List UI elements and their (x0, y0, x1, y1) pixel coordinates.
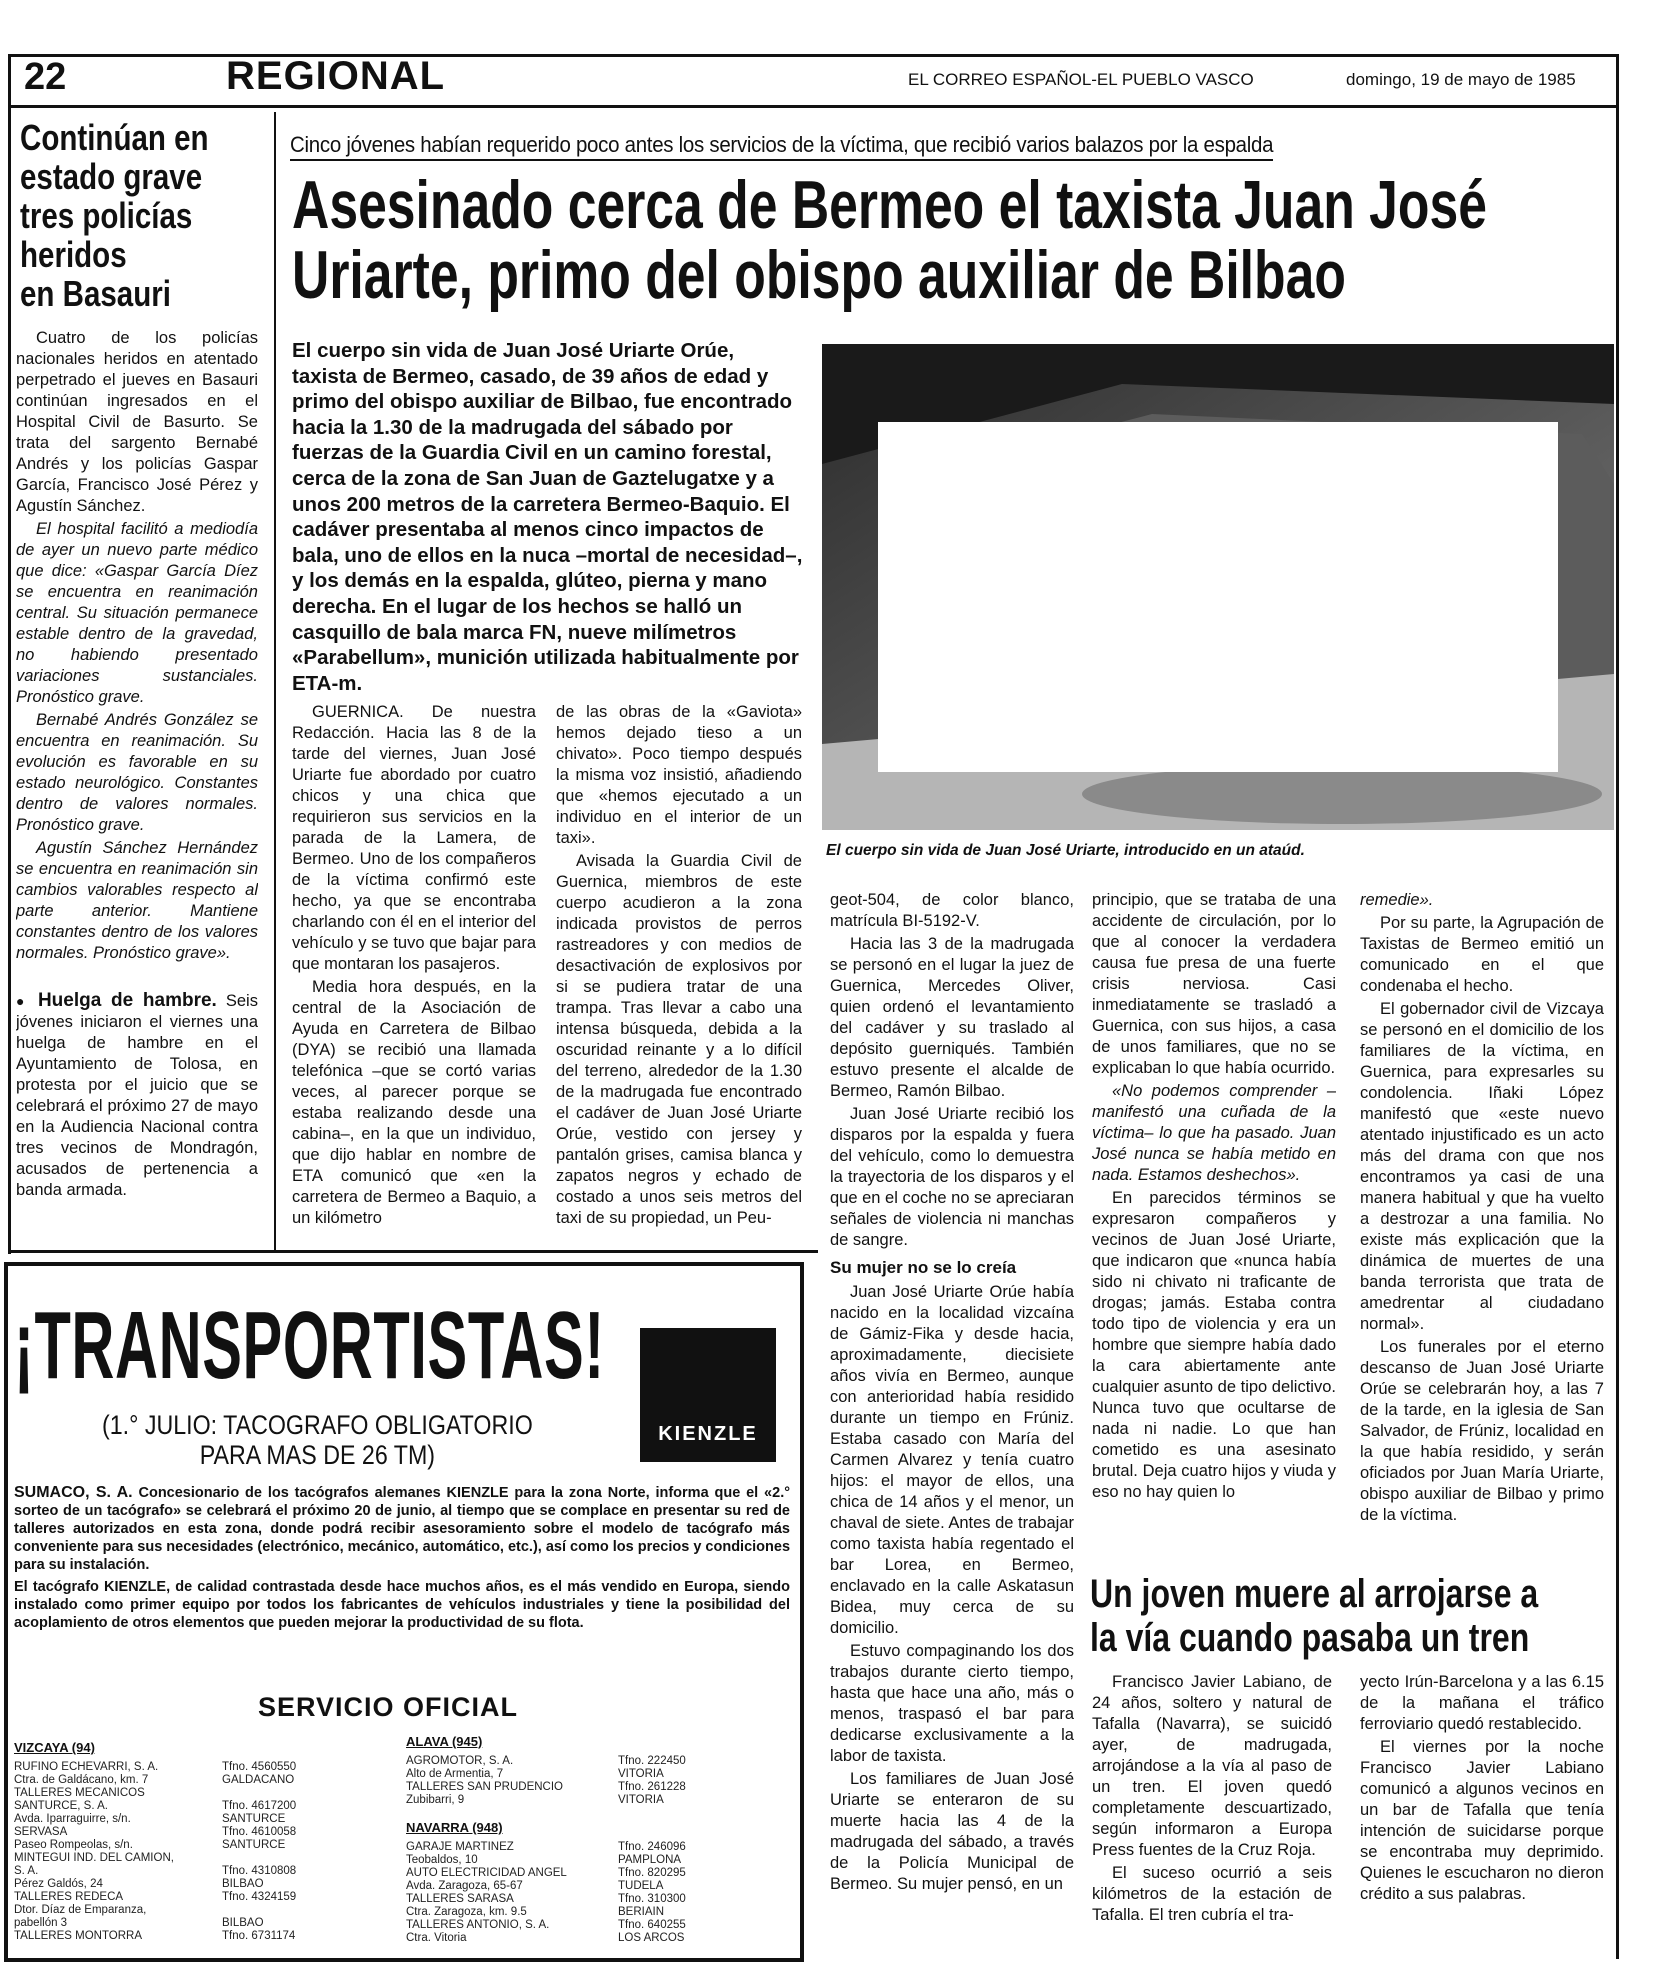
train-headline-line: la vía cuando pasaba un tren (1090, 1616, 1530, 1660)
paragraph: «No podemos comprender –manifestó una cuñada de la víctima– lo que ha pasado. Juan José nunca se había metido en nada. Estamos deshechos». (1092, 1082, 1336, 1184)
list-line: SANTURCE (222, 1813, 286, 1825)
ad-company: SUMACO, S. A. (14, 1484, 133, 1501)
list-line: BILBAO (222, 1878, 264, 1890)
service-title: SERVICIO OFICIAL (258, 1692, 519, 1722)
paragraph: El viernes por la noche Francisco Javier Labiano comunicó a algunos vecinos en un bar de Tafalla que tenía intención de suicidarse porque se encontraba muy deprimido. Quienes le escucharon no dieron crédito a sus palabras. (1360, 1738, 1604, 1903)
list-line (222, 1787, 322, 1800)
ad-paragraph-1: Concesionario de los tacógrafos alemanes KIENZLE para la zona Norte, informa que el «2.° sorteo de un tacógrafo» se celebrará el próximo 20 de junio, al tiempo que se complace en presentar su red de talleres autorizados en esta zona, donde podrá recibir asesoramiento sobre el modelo de tacógrafo más conveniente para sus necesidades (electrónico, mecánico, automático, etc.), así como los precios y condiciones para su instalación. (14, 1485, 791, 1573)
ad-text (14, 1484, 790, 1632)
story-kicker: Cinco jóvenes habían requerido poco antes los servicios de la víctima, que recibió varios balazos por la espalda (290, 132, 1273, 161)
left-story-body (16, 328, 258, 1208)
ad-subline-1: (1.° JULIO: TACOGRAFO OBLIGATORIO (102, 1410, 533, 1440)
left-headline-line: heridos (20, 234, 127, 275)
left-border (8, 54, 11, 1254)
list-line: SANTURCE (222, 1839, 286, 1851)
page-number: 22 (24, 56, 67, 98)
list-line: pabellón 3 (14, 1917, 68, 1929)
left-headline-line: tres policías (20, 195, 193, 236)
list-line: BILBAO (222, 1917, 264, 1929)
list-line: TALLERES MONTORRA (14, 1930, 143, 1942)
vizcaya-list (14, 1761, 214, 1959)
left-headline-line: en Basauri (20, 273, 171, 314)
vizcaya-phones (222, 1761, 322, 1959)
list-line: Tfno. 4560550 (222, 1761, 297, 1773)
vizcaya-title: VIZCAYA (94) (14, 1740, 95, 1755)
paragraph: Juan José Uriarte recibió los disparos por la espalda y fuera del vehículo, como lo demuestra la trayectoria de los disparos y el que en el coche no se apreciaran señales de violencia ni manchas de sangre. (830, 1105, 1074, 1249)
list-line: Pérez Galdós, 24 (14, 1878, 103, 1890)
bullet-icon: ● (16, 993, 29, 1009)
news-photo (822, 344, 1614, 830)
list-line: Teobaldos, 10 (406, 1854, 478, 1866)
train-headline-line: Un joven muere al arrojarse a (1090, 1572, 1539, 1616)
train-headline (1090, 1572, 1610, 1660)
list-line: Ctra. Vitoria (406, 1932, 467, 1944)
list-line: PAMPLONA (618, 1854, 682, 1866)
paragraph: GUERNICA. De nuestra Redacción. Hacia las 8 de la tarde del viernes, Juan José Uriarte fue abordado por cuatro chicos y una chica que requirieron sus servicios en la parada de la Lamera, de Bermeo. Uno de los compañeros de la víctima confirmó este hecho, ya que se encontraba charlando con él en el interior del vehículo y se tuvo que bajar para que montaran los pasajeros. (292, 703, 536, 973)
list-line: Alto de Armentia, 7 (406, 1768, 504, 1780)
paragraph: Los familiares de Juan José Uriarte se enteraron de su muerte hacia las 4 de la madrugada del sábado, a través de la Policía Municipal de Bermeo. Su mujer pensó, en un (830, 1770, 1074, 1893)
list-line: SERVASA (14, 1826, 68, 1838)
list-line: TALLERES ANTONIO, S. A. (406, 1919, 550, 1931)
brief-text: Seis jóvenes iniciaron el viernes una huelga de hambre en el Ayuntamiento de Tolosa, en protesta por el juicio que se celebrará el próximo 27 de mayo en la Audiencia Nacional contra tres vecinos de Mondragón, acusados de pertenencia a banda armada. (16, 992, 258, 1199)
list-line: VITORIA (618, 1768, 664, 1780)
paragraph: Los funerales por el eterno descanso de Juan José Uriarte Orúe se celebrarán hoy, a las 7 de la tarde, en la iglesia de San Salvador, de Frúniz, localidad en la que había residido, y serán oficiados por Juan María Uriarte, obispo auxiliar de Bilbao y primo de la víctima. (1360, 1338, 1604, 1524)
paragraph: Cuatro de los policías nacionales heridos en atentado perpetrado el jueves en Basauri continúan ingresados en el Hospital Civil de Basurto. Se trata del sargento Bernabé Andrés y los policías Gaspar García, Francisco José Pérez y Agustín Sánchez. (16, 329, 258, 515)
list-line: Tfno. 820295 (618, 1867, 686, 1879)
paragraph: En parecidos términos se expresaron compañeros y vecinos de Juan José Uriarte, que indicaron que «nunca había sido ni chivato ni traficante de drogas; jamás. Estaba contra todo tipo de violencia y era un hombre que siempre había dado la cara abiertamente ante cualquier asunto de tipo delictivo. Nunca tuvo que ocultarse de nada ni nadie. Lo que han cometido es una asesinato brutal. Deja cuatro hijos y viuda y eso no hay quien lo (1092, 1189, 1336, 1501)
list-line: AUTO ELECTRICIDAD ANGEL (406, 1867, 567, 1879)
navarra-phones (618, 1841, 738, 1959)
list-line: Dtor. Díaz de Emparanza, (14, 1904, 147, 1916)
ad-headline: ¡TRANSPORTISTAS! (14, 1292, 605, 1399)
list-line (222, 1904, 322, 1917)
list-line: TALLERES SARASA (406, 1893, 514, 1905)
list-line: TALLERES MECANICOS (14, 1787, 145, 1799)
paragraph: Bernabé Andrés González se encuentra en reanimación. Su evolución es favorable en su estado neurológico. Constantes dentro de valores normales. Pronóstico grave. (16, 711, 258, 834)
list-line: Tfno. 310300 (618, 1893, 686, 1905)
paragraph: Estuvo compaginando los dos trabajos durante cierto tiempo, hasta que hace una año, más o menos, traspasó el bar para dedicarse exclusivamente a la labor de taxista. (830, 1642, 1074, 1765)
paragraph: Media hora después, en la central de la Asociación de Ayuda en Carretera de Bilbao (DYA) se recibió una llamada telefónica –que se cortó varias veces, al parecer porque se estaba realizando desde una cabina–, en la que un individuo, que dijo hablar en nombre de ETA comunicó que «en la carretera de Bermeo a Baquio, a un kilómetro (292, 978, 536, 1227)
train-column-2 (1360, 1672, 1604, 1960)
paragraph: Francisco Javier Labiano, de 24 años, soltero y natural de Tafalla (Navarra), se suicidó ayer, de madrugada, arrojándose a la vía al paso de un tren. El joven quedó completamente descuartizado, según informaron a Europa Press fuentes de la Cruz Roja. (1092, 1673, 1332, 1859)
ad-paragraph-2: El tacógrafo KIENZLE, de calidad contrastada desde hace muchos años, es el más vendido en Europa, siendo instalado como primer equipo por todos los fabricantes de vehículos industriales y tiene la posibilidad del acoplamiento de otros elementos que pueden mejorar la productividad de su flota. (14, 1579, 790, 1631)
list-line: LOS ARCOS (618, 1932, 685, 1944)
paragraph: principio, que se trataba de una accidente de circulación, por lo que al conocer la verdadera causa fue presa de una fuerte crisis nerviosa. Casi inmediatamente se trasladó a Guernica, con sus hijos, a casa de unos familiares, que no se explicaban lo que había ocurrido. (1092, 891, 1336, 1077)
alava-phones (618, 1755, 738, 1807)
header-bottom-rule (8, 105, 1618, 108)
list-line: Avda. Zaragoza, 65-67 (406, 1880, 523, 1892)
main-headline (292, 167, 1612, 313)
photo-caption: El cuerpo sin vida de Juan José Uriarte, introducido en un ataúd. (826, 842, 1305, 859)
main-headline-line: Asesinado cerca de Bermeo el taxista Juan José (292, 167, 1487, 243)
newspaper-name: EL CORREO ESPAÑOL-EL PUEBLO VASCO (908, 70, 1254, 89)
photo-illustration (822, 344, 1614, 830)
ad-divider (8, 1250, 818, 1253)
list-line: Ctra. Zaragoza, km. 9.5 (406, 1906, 527, 1918)
alava-list (406, 1755, 606, 1807)
list-line (222, 1852, 322, 1865)
navarra-list (406, 1841, 606, 1959)
list-line: Tfno. 4617200 (222, 1800, 297, 1812)
kienzle-logo (640, 1328, 776, 1462)
brief-title: Huelga de hambre. (37, 990, 217, 1011)
main-headline-line: Uriarte, primo del obispo auxiliar de Bilbao (292, 237, 1346, 313)
story-lead: El cuerpo sin vida de Juan José Uriarte Orúe, taxista de Bermeo, casado, de 39 años de edad y primo del obispo auxiliar de Bilbao, fue encontrado hacia la 1.30 de la madrugada del sábado por fuerzas de la Guardia Civil en un camino forestal, cerca de la zona de San Juan de Gaztelugatxe y a unos 200 metros de la carretera Bermeo-Baquio. El cadáver presentaba al menos cinco impactos de bala, uno de ellos en la nuca –mortal de necesidad–, y los demás en la espalda, glúteo, pierna y mano derecha. En el lugar de los hechos se halló un casquillo de bala marca FN, nueve milímetros «Parabellum», munición utilizada habitualmente por ETA-m. (292, 339, 803, 695)
list-line: Tfno. 222450 (618, 1755, 686, 1767)
kienzle-logo-text: KIENZLE (658, 1423, 758, 1445)
left-headline-line: Continúan en (20, 117, 209, 158)
list-line: TALLERES REDECA (14, 1891, 124, 1903)
train-column-1 (1092, 1672, 1332, 1960)
list-line: VITORIA (618, 1794, 664, 1806)
list-line: AGROMOTOR, S. A. (406, 1755, 514, 1767)
paragraph: Agustín Sánchez Hernández se encuentra en reanimación sin cambios valorables respecto al parte anterior. Mantiene constantes dentro de los valores normales. Pronóstico grave». (16, 839, 258, 962)
left-headline-line: estado grave (20, 156, 203, 197)
list-line: SANTURCE, S. A. (14, 1800, 108, 1812)
paragraph: Juan José Uriarte Orúe había nacido en la localidad vizcaína de Gámiz-Fika y desde hacia, aproximadamente, diecisiete años vivía en Bermeo, aunque con anterioridad había residido durante un tiempo en Frúniz. Estaba casado con María del Carmen Alvarez y tenía cuatro hijos: el mayor de ellos, una chica de 14 años y el menor, un chaval de siete. Antes de trabajar como taxista había regentado el bar Lorea, en Bermeo, enclavado en la calle Askatasun Bidea, muy cerca de su domicilio. (830, 1283, 1074, 1637)
paragraph: geot-504, de color blanco, matrícula BI-5192-V. (830, 891, 1074, 930)
alava-title: ALAVA (945) (406, 1734, 483, 1749)
paragraph: El gobernador civil de Vizcaya se personó en el domicilio de los familiares de la víctima, en Guernica, para expresarles su condolencia. Iñaki López manifestó que «este nuevo atentado injustificado es un acto más del drama con que nos encontramos ya casi de una manera habitual y que ha vuelto a destrozar a una familia. No existe más explicación que la dinámica de muertes de una banda terrorista que trata de amedrentar al ciudadano normal». (1360, 1000, 1604, 1333)
list-line: Avda. Iparraguirre, s/n. (14, 1813, 131, 1825)
list-line: S. A. (14, 1865, 39, 1877)
list-line: Tfno. 261228 (618, 1781, 686, 1793)
right-border (1616, 54, 1619, 1959)
list-line: RUFINO ECHEVARRI, S. A. (14, 1761, 159, 1773)
paragraph: Avisada la Guardia Civil de Guernica, miembros de este cuerpo acudieron a la zona indicada provistos de perros rastreadores y con medios de desactivación de explosivos por si se pudiera tratar de una trampa. Tras llevar a cabo una intensa búsqueda, debida a la oscuridad reinante y a lo difícil del terreno, alrededor de la 1.30 de la madrugada fue encontrado el cadáver de Juan José Uriarte Orúe, vestido con jersey y pantalón grises, camisa blanca y zapatos negros y echado de costado a unos seis metros del taxi de su propiedad, un Peu- (556, 852, 802, 1227)
list-line: GARAJE MARTINEZ (406, 1841, 514, 1853)
story-column-1 (292, 702, 536, 1242)
paragraph: Hacia las 3 de la madrugada se personó en el lugar la juez de Guernica, Mercedes Oliver, quien ordenó el levantamiento del cadáver y su traslado al depósito guerniqués. También estuvo presente el alcalde de Bermeo, Ramón Bilbao. (830, 935, 1074, 1100)
list-line: Tfno. 246096 (618, 1841, 686, 1853)
story-subhead: Su mujer no se lo creía (830, 1258, 1017, 1277)
section-title: REGIONAL (226, 54, 446, 98)
list-line: MINTEGUI IND. DEL CAMION, (14, 1852, 174, 1864)
story-column-2 (556, 702, 802, 1242)
paragraph: El suceso ocurrió a seis kilómetros de la estación de Tafalla. El tren cubría el tra- (1092, 1864, 1332, 1924)
story-column-5 (1360, 890, 1604, 1540)
list-line: GALDACANO (222, 1774, 295, 1786)
list-line: Tfno. 4610058 (222, 1826, 297, 1838)
list-line: Tfno. 4324159 (222, 1891, 297, 1903)
navarra-title: NAVARRA (948) (406, 1820, 503, 1835)
story-column-4 (1092, 890, 1336, 1540)
list-line: Zubibarri, 9 (406, 1794, 465, 1806)
paragraph: Por su parte, la Agrupación de Taxistas de Bermeo emitió un comunicado en el que condenaba el hecho. (1360, 914, 1604, 995)
ad-subline-2: PARA MAS DE 26 TM) (199, 1440, 436, 1470)
paragraph: yecto Irún-Barcelona y a las 6.15 de la mañana el tráfico ferroviario quedó restablecido. (1360, 1673, 1604, 1733)
list-line: Tfno. 6731174 (222, 1930, 296, 1942)
list-line: BERIAIN (618, 1906, 665, 1918)
left-headline (20, 118, 270, 313)
paragraph: remedie». (1360, 891, 1434, 909)
list-line: TUDELA (618, 1880, 664, 1892)
story-column-3 (830, 890, 1074, 1960)
hunger-strike-brief (16, 990, 258, 1201)
paragraph: El hospital facilitó a mediodía de ayer un nuevo parte médico que dice: «Gaspar García Díez se encuentra en reanimación central. Su situación permanece estable dentro de la gravedad, no habiendo presentado variaciones sustanciales. Pronóstico grave. (16, 520, 258, 706)
list-line: Tfno. 640255 (618, 1919, 686, 1931)
list-line: Paseo Rompeolas, s/n. (14, 1839, 133, 1851)
ad-subline (102, 1410, 608, 1470)
column-rule (274, 112, 276, 1252)
paragraph: de las obras de la «Gaviota» hemos dejado tieso a un chivato». Poco tiempo después la misma voz insistió, añadiendo que «hemos ejecutado a un individuo en el interior de un taxi». (556, 703, 802, 847)
list-line: TALLERES SAN PRUDENCIO (406, 1781, 563, 1793)
list-line: Tfno. 4310808 (222, 1865, 297, 1877)
issue-date: domingo, 19 de mayo de 1985 (1346, 70, 1576, 89)
ad-headline-wrap (14, 1292, 634, 1399)
list-line: Ctra. de Galdácano, km. 7 (14, 1774, 149, 1786)
